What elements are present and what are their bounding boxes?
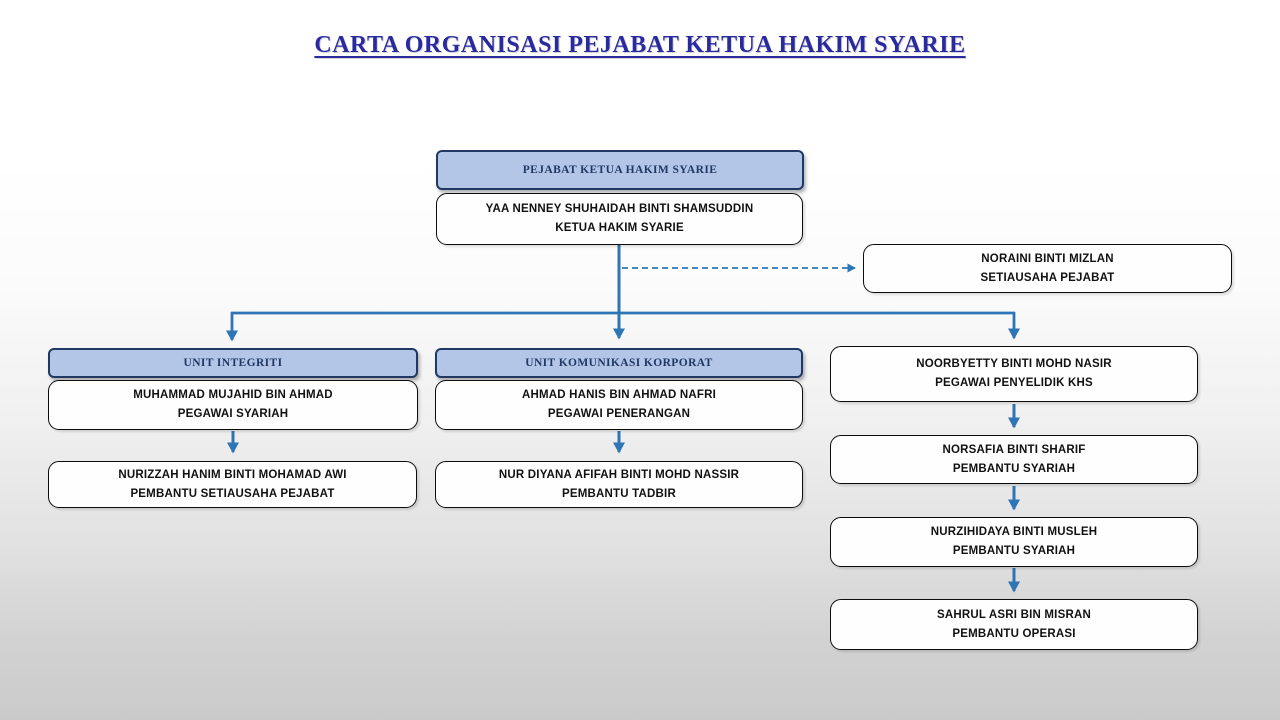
org-node-chain-4	[830, 599, 1198, 650]
page-title: CARTA ORGANISASI PEJABAT KETUA HAKIM SYARIE	[314, 32, 966, 58]
person-title: KETUA HAKIM SYARIE	[555, 222, 684, 234]
person-name: NORSAFIA BINTI SHARIF	[942, 443, 1086, 456]
org-node-unit-komunikasi-member-1	[435, 380, 803, 430]
person-name: NOORBYETTY BINTI MOHD NASIR	[916, 358, 1112, 370]
person-title: PEMBANTU SYARIAH	[952, 462, 1076, 475]
person-title: PEMBANTU SETIAUSAHA PEJABAT	[130, 487, 335, 500]
org-node-unit-integriti-header	[48, 348, 418, 378]
org-node-chain-2	[830, 435, 1198, 484]
org-node-unit-komunikasi-member-2	[435, 461, 803, 508]
person-title: PEGAWAI PENERANGAN	[547, 408, 691, 420]
org-node-root-person	[436, 193, 803, 245]
org-node-root-unit	[436, 150, 804, 190]
person-name: AHMAD HANIS BIN AHMAD NAFRI	[521, 389, 717, 401]
person-title: SETIAUSAHA PEJABAT	[980, 271, 1115, 284]
org-node-unit-komunikasi-header	[435, 348, 803, 378]
person-name: MUHAMMAD MUJAHID BIN AHMAD	[133, 389, 333, 401]
person-name: YAA NENNEY SHUHAIDAH BINTI SHAMSUDDIN	[485, 203, 754, 215]
person-name: NURIZZAH HANIM BINTI MOHAMAD AWI	[118, 468, 347, 481]
unit-label: UNIT KOMUNIKASI KORPORAT	[525, 357, 713, 369]
org-node-chain-3	[830, 517, 1198, 567]
person-name: NURZIHIDAYA BINTI MUSLEH	[930, 526, 1098, 538]
org-node-unit-integriti-member-2	[48, 461, 417, 508]
person-name: NUR DIYANA AFIFAH BINTI MOHD NASSIR	[498, 468, 740, 481]
org-node-secretary	[863, 244, 1232, 293]
person-name: SAHRUL ASRI BIN MISRAN	[937, 608, 1091, 621]
org-node-unit-integriti-member-1	[48, 380, 418, 430]
person-title: PEMBANTU TADBIR	[562, 487, 676, 500]
root-unit-label: PEJABAT KETUA HAKIM SYARIE	[522, 164, 718, 176]
unit-label: UNIT INTEGRITI	[183, 357, 283, 369]
person-title: PEGAWAI SYARIAH	[177, 408, 289, 420]
org-node-chain-1	[830, 346, 1198, 402]
person-name: NORAINI BINTI MIZLAN	[981, 252, 1114, 265]
person-title: PEMBANTU SYARIAH	[952, 545, 1076, 557]
person-title: PEMBANTU OPERASI	[952, 627, 1076, 640]
person-title: PEGAWAI PENYELIDIK KHS	[935, 377, 1093, 389]
